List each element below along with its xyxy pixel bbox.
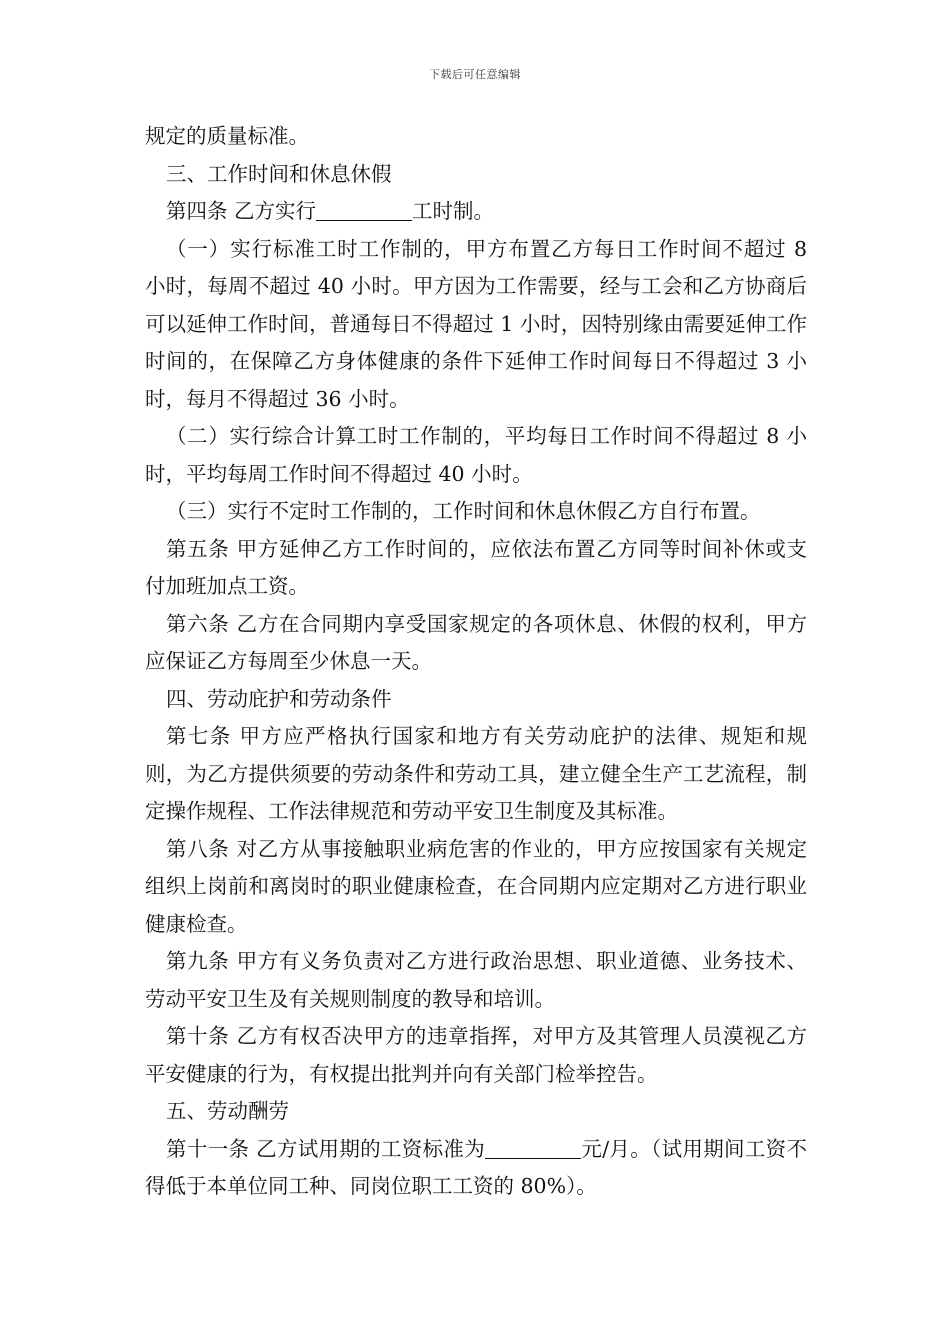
article-7: 第七条 甲方应严格执行国家和地方有关劳动庇护的法律、规矩和规则，为乙方提供须要的劳动条件和劳动工具，建立健全生产工艺流程，制定操作规程、工作法律规范和劳动平安卫生制度及其标准。 [145, 724, 807, 823]
article-5: 第五条 甲方延伸乙方工作时间的，应依法布置乙方同等时间补休或支付加班加点工资。 [145, 536, 807, 598]
article-4 [145, 193, 807, 231]
clause-standard-hours: （一）实行标准工时工作制的，甲方布置乙方每日工作时间不超过 8 小时，每周不超过 40 小时。甲方因为工作需要，经与工会和乙方协商后可以延伸工作时间，普通每日不得超过 1 小时，因特别缘由需要延伸工作时间的，在保障乙方身体健康的条件下延伸工作时间每日不得超过 3 小时，每月不得超过 36 小时。 [145, 236, 807, 411]
article-4-text: 第四条 乙方实行 [166, 199, 317, 223]
article-9: 第九条 甲方有义务负责对乙方进行政治思想、职业道德、业务技术、劳动平安卫生及有关规则制度的教导和培训。 [145, 949, 807, 1011]
header-note: 下载后可任意编辑 [429, 68, 521, 81]
clause-flexible-hours: （三）实行不定时工作制的，工作时间和休息休假乙方自行布置。 [166, 499, 761, 523]
paragraph-quality-standard: 规定的质量标准。 [145, 124, 309, 148]
article-6: 第六条 乙方在合同期内享受国家规定的各项休息、休假的权利，甲方应保证乙方每周至少休息一天。 [145, 611, 807, 673]
section-heading-labor-protection: 四、劳动庇护和劳动条件 [166, 686, 392, 711]
section-heading-remuneration: 五、劳动酬劳 [166, 1099, 289, 1123]
article-11 [145, 1131, 807, 1206]
article-8: 第八条 对乙方从事接触职业病危害的作业的，甲方应按国家有关规定组织上岗前和离岗时的职业健康检查，在合同期内应定期对乙方进行职业健康检查。 [145, 836, 807, 936]
article-11-text: 第十一条 乙方试用期的工资标准为 [166, 1136, 486, 1161]
blank-line [485, 1136, 581, 1159]
article-10: 第十条 乙方有权否决甲方的违章指挥，对甲方及其管理人员漠视乙方平安健康的行为，有权提出批判并向有关部门检举控告。 [145, 1024, 807, 1086]
document-body [145, 118, 807, 1206]
article-4-text-end: 工时制。 [412, 199, 495, 223]
clause-comprehensive-hours: （二）实行综合计算工时工作制的，平均每日工作时间不得超过 8 小时，平均每周工作时间不得超过 40 小时。 [145, 424, 807, 486]
article-11-text-end: 元/月。（试用期间工资不得低于本单位同工种、同岗位职工工资的 80%）。 [145, 1136, 808, 1198]
blank-line [316, 198, 412, 221]
section-heading-work-time: 三、工作时间和休息休假 [166, 161, 392, 186]
